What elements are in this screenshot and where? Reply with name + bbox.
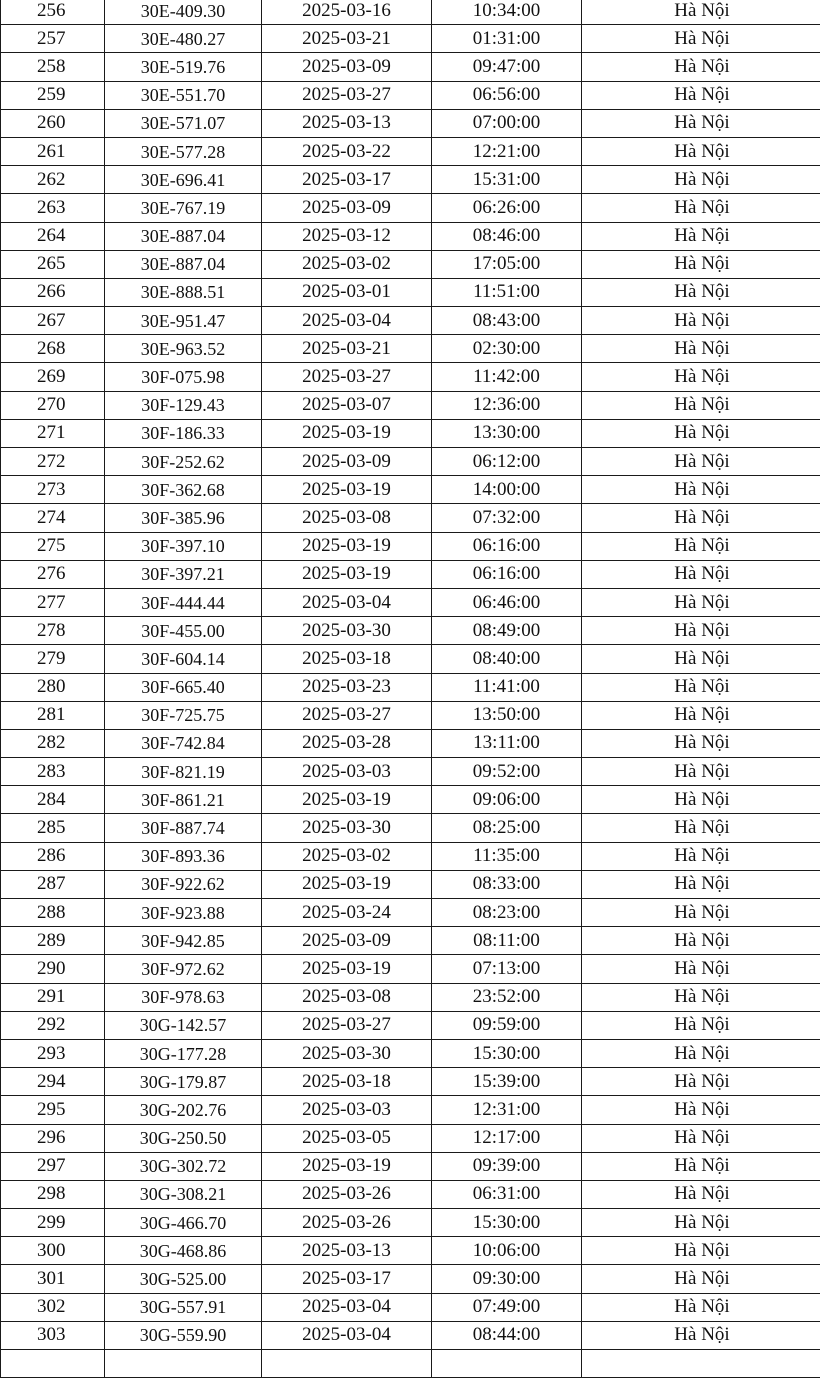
time-cell: 06:16:00 [432, 560, 582, 588]
license-plate-cell: 30F-821.19 [105, 758, 262, 786]
time-cell: 11:41:00 [432, 673, 582, 701]
location-cell: Hà Nội [582, 927, 820, 955]
date-cell: 2025-03-21 [262, 25, 432, 53]
row-number-cell: 282 [1, 729, 105, 757]
time-cell: 08:49:00 [432, 617, 582, 645]
date-cell: 2025-03-27 [262, 701, 432, 729]
license-plate-cell: 30E-963.52 [105, 335, 262, 363]
row-number-cell: 265 [1, 250, 105, 278]
date-cell: 2025-03-19 [262, 419, 432, 447]
row-number-cell: 281 [1, 701, 105, 729]
time-cell [432, 1350, 582, 1378]
row-number-cell: 272 [1, 448, 105, 476]
date-cell: 2025-03-04 [262, 1321, 432, 1349]
location-cell: Hà Nội [582, 983, 820, 1011]
license-plate-cell: 30E-951.47 [105, 307, 262, 335]
row-number-cell: 291 [1, 983, 105, 1011]
time-cell: 23:52:00 [432, 983, 582, 1011]
table-row [1, 1039, 820, 1067]
license-plate-cell: 30F-075.98 [105, 363, 262, 391]
location-cell: Hà Nội [582, 504, 820, 532]
row-number-cell: 262 [1, 166, 105, 194]
table-row [1, 701, 820, 729]
time-cell: 08:46:00 [432, 222, 582, 250]
row-number-cell: 270 [1, 391, 105, 419]
row-number-cell: 296 [1, 1124, 105, 1152]
table-row [1, 53, 820, 81]
date-cell: 2025-03-26 [262, 1180, 432, 1208]
row-number-cell: 295 [1, 1096, 105, 1124]
date-cell: 2025-03-08 [262, 504, 432, 532]
table-row [1, 391, 820, 419]
time-cell: 06:56:00 [432, 81, 582, 109]
time-cell: 15:30:00 [432, 1039, 582, 1067]
license-plate-cell: 30E-887.04 [105, 250, 262, 278]
time-cell: 12:31:00 [432, 1096, 582, 1124]
date-cell: 2025-03-19 [262, 1152, 432, 1180]
date-cell: 2025-03-09 [262, 194, 432, 222]
row-number-cell: 275 [1, 532, 105, 560]
table-row [1, 419, 820, 447]
license-plate-cell: 30G-250.50 [105, 1124, 262, 1152]
row-number-cell: 287 [1, 870, 105, 898]
table-row [1, 617, 820, 645]
table-row [1, 1068, 820, 1096]
table-row [1, 1011, 820, 1039]
location-cell: Hà Nội [582, 137, 820, 165]
license-plate-cell: 30E-767.19 [105, 194, 262, 222]
license-plate-cell: 30E-887.04 [105, 222, 262, 250]
table-row [1, 983, 820, 1011]
time-cell: 15:39:00 [432, 1068, 582, 1096]
table-row [1, 758, 820, 786]
table-row [1, 335, 820, 363]
row-number-cell: 259 [1, 81, 105, 109]
row-number-cell: 278 [1, 617, 105, 645]
date-cell: 2025-03-08 [262, 983, 432, 1011]
date-cell: 2025-03-19 [262, 560, 432, 588]
location-cell: Hà Nội [582, 617, 820, 645]
location-cell: Hà Nội [582, 842, 820, 870]
time-cell: 13:50:00 [432, 701, 582, 729]
license-plate-cell: 30G-202.76 [105, 1096, 262, 1124]
table-row [1, 1293, 820, 1321]
time-cell: 09:39:00 [432, 1152, 582, 1180]
license-plate-cell: 30F-186.33 [105, 419, 262, 447]
table-row [1, 588, 820, 616]
time-cell: 08:43:00 [432, 307, 582, 335]
time-cell: 15:31:00 [432, 166, 582, 194]
date-cell: 2025-03-21 [262, 335, 432, 363]
license-plate-cell: 30F-725.75 [105, 701, 262, 729]
date-cell: 2025-03-26 [262, 1209, 432, 1237]
license-plate-cell: 30F-397.10 [105, 532, 262, 560]
row-number-cell: 256 [1, 0, 105, 25]
location-cell: Hà Nội [582, 786, 820, 814]
date-cell: 2025-03-17 [262, 166, 432, 194]
location-cell: Hà Nội [582, 1068, 820, 1096]
row-number-cell: 280 [1, 673, 105, 701]
row-number-cell: 302 [1, 1293, 105, 1321]
date-cell: 2025-03-01 [262, 278, 432, 306]
row-number-cell: 300 [1, 1237, 105, 1265]
date-cell: 2025-03-13 [262, 109, 432, 137]
location-cell: Hà Nội [582, 729, 820, 757]
date-cell: 2025-03-16 [262, 0, 432, 25]
date-cell: 2025-03-19 [262, 476, 432, 504]
table-row [1, 448, 820, 476]
location-cell: Hà Nội [582, 645, 820, 673]
date-cell: 2025-03-04 [262, 307, 432, 335]
row-number-cell: 279 [1, 645, 105, 673]
date-cell: 2025-03-24 [262, 899, 432, 927]
table-row [1, 560, 820, 588]
row-number-cell: 264 [1, 222, 105, 250]
location-cell: Hà Nội [582, 222, 820, 250]
table-row [1, 363, 820, 391]
date-cell: 2025-03-03 [262, 1096, 432, 1124]
row-number-cell: 294 [1, 1068, 105, 1096]
location-cell: Hà Nội [582, 250, 820, 278]
time-cell: 10:34:00 [432, 0, 582, 25]
time-cell: 09:52:00 [432, 758, 582, 786]
location-cell: Hà Nội [582, 419, 820, 447]
license-plate-cell: 30F-922.62 [105, 870, 262, 898]
row-number-cell: 273 [1, 476, 105, 504]
table-row [1, 222, 820, 250]
license-plate-cell: 30F-942.85 [105, 927, 262, 955]
location-cell: Hà Nội [582, 673, 820, 701]
time-cell: 08:11:00 [432, 927, 582, 955]
date-cell: 2025-03-02 [262, 842, 432, 870]
location-cell: Hà Nội [582, 1152, 820, 1180]
table-row [1, 842, 820, 870]
time-cell: 01:31:00 [432, 25, 582, 53]
date-cell: 2025-03-04 [262, 1293, 432, 1321]
row-number-cell: 297 [1, 1152, 105, 1180]
date-cell: 2025-03-13 [262, 1237, 432, 1265]
date-cell: 2025-03-30 [262, 617, 432, 645]
date-cell: 2025-03-22 [262, 137, 432, 165]
table-row [1, 1096, 820, 1124]
license-plate-cell: 30F-397.21 [105, 560, 262, 588]
row-number-cell: 298 [1, 1180, 105, 1208]
time-cell: 09:47:00 [432, 53, 582, 81]
license-plate-cell: 30G-142.57 [105, 1011, 262, 1039]
license-plate-cell: 30F-129.43 [105, 391, 262, 419]
license-plate-cell: 30E-696.41 [105, 166, 262, 194]
license-plate-cell: 30F-455.00 [105, 617, 262, 645]
time-cell: 09:30:00 [432, 1265, 582, 1293]
table-row [1, 504, 820, 532]
date-cell: 2025-03-02 [262, 250, 432, 278]
location-cell: Hà Nội [582, 307, 820, 335]
row-number-cell: 263 [1, 194, 105, 222]
location-cell: Hà Nội [582, 870, 820, 898]
table-row [1, 476, 820, 504]
date-cell: 2025-03-18 [262, 1068, 432, 1096]
time-cell: 09:59:00 [432, 1011, 582, 1039]
location-cell: Hà Nội [582, 955, 820, 983]
license-plate-cell: 30F-923.88 [105, 899, 262, 927]
location-cell: Hà Nội [582, 588, 820, 616]
date-cell: 2025-03-03 [262, 758, 432, 786]
location-cell: Hà Nội [582, 81, 820, 109]
license-plate-cell: 30F-362.68 [105, 476, 262, 504]
time-cell: 13:11:00 [432, 729, 582, 757]
date-cell: 2025-03-19 [262, 870, 432, 898]
location-cell: Hà Nội [582, 109, 820, 137]
date-cell: 2025-03-09 [262, 927, 432, 955]
table-row [1, 194, 820, 222]
row-number-cell: 283 [1, 758, 105, 786]
table-row [1, 1152, 820, 1180]
time-cell: 08:25:00 [432, 814, 582, 842]
time-cell: 02:30:00 [432, 335, 582, 363]
license-plate-cell: 30F-972.62 [105, 955, 262, 983]
date-cell [262, 1350, 432, 1378]
row-number-cell: 271 [1, 419, 105, 447]
table-row [1, 645, 820, 673]
date-cell: 2025-03-30 [262, 1039, 432, 1067]
table-body [1, 0, 820, 1378]
license-plate-cell: 30F-887.74 [105, 814, 262, 842]
date-cell: 2025-03-27 [262, 81, 432, 109]
table-row [1, 0, 820, 25]
license-plate-cell: 30G-559.90 [105, 1321, 262, 1349]
row-number-cell: 257 [1, 25, 105, 53]
table-row [1, 278, 820, 306]
time-cell: 10:06:00 [432, 1237, 582, 1265]
table-row [1, 1209, 820, 1237]
time-cell: 07:49:00 [432, 1293, 582, 1321]
row-number-cell: 284 [1, 786, 105, 814]
license-plate-cell: 30E-409.30 [105, 0, 262, 25]
location-cell: Hà Nội [582, 532, 820, 560]
license-plate-cell: 30G-468.86 [105, 1237, 262, 1265]
table-row [1, 1321, 820, 1349]
location-cell: Hà Nội [582, 1321, 820, 1349]
row-number-cell: 268 [1, 335, 105, 363]
table-row [1, 870, 820, 898]
location-cell: Hà Nội [582, 335, 820, 363]
license-plate-cell: 30G-179.87 [105, 1068, 262, 1096]
row-number-cell: 288 [1, 899, 105, 927]
license-plate-cell: 30F-444.44 [105, 588, 262, 616]
table-row [1, 109, 820, 137]
table-row [1, 899, 820, 927]
table-row [1, 250, 820, 278]
row-number-cell: 269 [1, 363, 105, 391]
date-cell: 2025-03-23 [262, 673, 432, 701]
time-cell: 07:32:00 [432, 504, 582, 532]
date-cell: 2025-03-28 [262, 729, 432, 757]
license-plate-cell: 30F-385.96 [105, 504, 262, 532]
license-plate-cell: 30F-742.84 [105, 729, 262, 757]
time-cell: 09:06:00 [432, 786, 582, 814]
time-cell: 12:17:00 [432, 1124, 582, 1152]
table-row [1, 1180, 820, 1208]
time-cell: 08:44:00 [432, 1321, 582, 1349]
time-cell: 06:26:00 [432, 194, 582, 222]
table-row [1, 927, 820, 955]
license-plate-cell [105, 1350, 262, 1378]
time-cell: 14:00:00 [432, 476, 582, 504]
time-cell: 15:30:00 [432, 1209, 582, 1237]
time-cell: 08:40:00 [432, 645, 582, 673]
license-plate-cell: 30G-177.28 [105, 1039, 262, 1067]
license-plate-cell: 30F-665.40 [105, 673, 262, 701]
location-cell: Hà Nội [582, 1180, 820, 1208]
time-cell: 11:35:00 [432, 842, 582, 870]
location-cell: Hà Nội [582, 758, 820, 786]
row-number-cell: 266 [1, 278, 105, 306]
row-number-cell: 286 [1, 842, 105, 870]
license-plate-cell: 30G-557.91 [105, 1293, 262, 1321]
date-cell: 2025-03-09 [262, 448, 432, 476]
time-cell: 06:31:00 [432, 1180, 582, 1208]
location-cell: Hà Nội [582, 0, 820, 25]
license-plate-cell: 30G-525.00 [105, 1265, 262, 1293]
license-plate-cell: 30F-978.63 [105, 983, 262, 1011]
location-cell: Hà Nội [582, 166, 820, 194]
table-row [1, 307, 820, 335]
time-cell: 17:05:00 [432, 250, 582, 278]
location-cell: Hà Nội [582, 701, 820, 729]
table-row [1, 81, 820, 109]
license-plate-cell: 30E-519.76 [105, 53, 262, 81]
row-number-cell: 290 [1, 955, 105, 983]
row-number-cell: 261 [1, 137, 105, 165]
license-plate-cell: 30F-893.36 [105, 842, 262, 870]
license-plate-cell: 30E-480.27 [105, 25, 262, 53]
date-cell: 2025-03-27 [262, 1011, 432, 1039]
location-cell: Hà Nội [582, 194, 820, 222]
time-cell: 12:36:00 [432, 391, 582, 419]
date-cell: 2025-03-19 [262, 532, 432, 560]
date-cell: 2025-03-12 [262, 222, 432, 250]
table-row [1, 729, 820, 757]
date-cell: 2025-03-27 [262, 363, 432, 391]
license-plate-cell: 30E-577.28 [105, 137, 262, 165]
row-number-cell: 299 [1, 1209, 105, 1237]
license-plate-cell: 30G-302.72 [105, 1152, 262, 1180]
table-row [1, 786, 820, 814]
date-cell: 2025-03-07 [262, 391, 432, 419]
row-number-cell: 292 [1, 1011, 105, 1039]
location-cell: Hà Nội [582, 1265, 820, 1293]
license-plate-cell: 30G-466.70 [105, 1209, 262, 1237]
location-cell: Hà Nội [582, 1124, 820, 1152]
location-cell: Hà Nội [582, 899, 820, 927]
license-plate-cell: 30F-252.62 [105, 448, 262, 476]
row-number-cell: 289 [1, 927, 105, 955]
date-cell: 2025-03-04 [262, 588, 432, 616]
time-cell: 11:42:00 [432, 363, 582, 391]
table-row [1, 1237, 820, 1265]
date-cell: 2025-03-30 [262, 814, 432, 842]
table-row [1, 137, 820, 165]
table-row [1, 1265, 820, 1293]
location-cell: Hà Nội [582, 53, 820, 81]
time-cell: 06:12:00 [432, 448, 582, 476]
license-plate-cell: 30G-308.21 [105, 1180, 262, 1208]
location-cell: Hà Nội [582, 363, 820, 391]
row-number-cell: 277 [1, 588, 105, 616]
location-cell: Hà Nội [582, 448, 820, 476]
location-cell: Hà Nội [582, 25, 820, 53]
time-cell: 06:46:00 [432, 588, 582, 616]
table-row [1, 532, 820, 560]
location-cell: Hà Nội [582, 1096, 820, 1124]
location-cell [582, 1350, 820, 1378]
table-row [1, 25, 820, 53]
date-cell: 2025-03-19 [262, 786, 432, 814]
time-cell: 11:51:00 [432, 278, 582, 306]
time-cell: 07:13:00 [432, 955, 582, 983]
row-number-cell: 303 [1, 1321, 105, 1349]
row-number-cell: 260 [1, 109, 105, 137]
row-number-cell: 267 [1, 307, 105, 335]
location-cell: Hà Nội [582, 1039, 820, 1067]
location-cell: Hà Nội [582, 1293, 820, 1321]
row-number-cell: 293 [1, 1039, 105, 1067]
row-number-cell: 285 [1, 814, 105, 842]
row-number-cell: 258 [1, 53, 105, 81]
date-cell: 2025-03-05 [262, 1124, 432, 1152]
row-number-cell [1, 1350, 105, 1378]
location-cell: Hà Nội [582, 1011, 820, 1039]
location-cell: Hà Nội [582, 1237, 820, 1265]
location-cell: Hà Nội [582, 1209, 820, 1237]
location-cell: Hà Nội [582, 391, 820, 419]
time-cell: 06:16:00 [432, 532, 582, 560]
location-cell: Hà Nội [582, 476, 820, 504]
table-row [1, 1124, 820, 1152]
table-row [1, 814, 820, 842]
license-plate-cell: 30E-888.51 [105, 278, 262, 306]
license-plate-cell: 30F-861.21 [105, 786, 262, 814]
date-cell: 2025-03-17 [262, 1265, 432, 1293]
row-number-cell: 276 [1, 560, 105, 588]
row-number-cell: 301 [1, 1265, 105, 1293]
date-cell: 2025-03-18 [262, 645, 432, 673]
time-cell: 12:21:00 [432, 137, 582, 165]
row-number-cell: 274 [1, 504, 105, 532]
date-cell: 2025-03-19 [262, 955, 432, 983]
location-cell: Hà Nội [582, 560, 820, 588]
table-row [1, 955, 820, 983]
time-cell: 08:33:00 [432, 870, 582, 898]
date-cell: 2025-03-09 [262, 53, 432, 81]
license-plate-cell: 30E-551.70 [105, 81, 262, 109]
location-cell: Hà Nội [582, 814, 820, 842]
location-cell: Hà Nội [582, 278, 820, 306]
time-cell: 08:23:00 [432, 899, 582, 927]
table-row [1, 673, 820, 701]
license-plate-cell: 30F-604.14 [105, 645, 262, 673]
table-row [1, 166, 820, 194]
license-plate-cell: 30E-571.07 [105, 109, 262, 137]
time-cell: 13:30:00 [432, 419, 582, 447]
time-cell: 07:00:00 [432, 109, 582, 137]
table-row [1, 1350, 820, 1378]
